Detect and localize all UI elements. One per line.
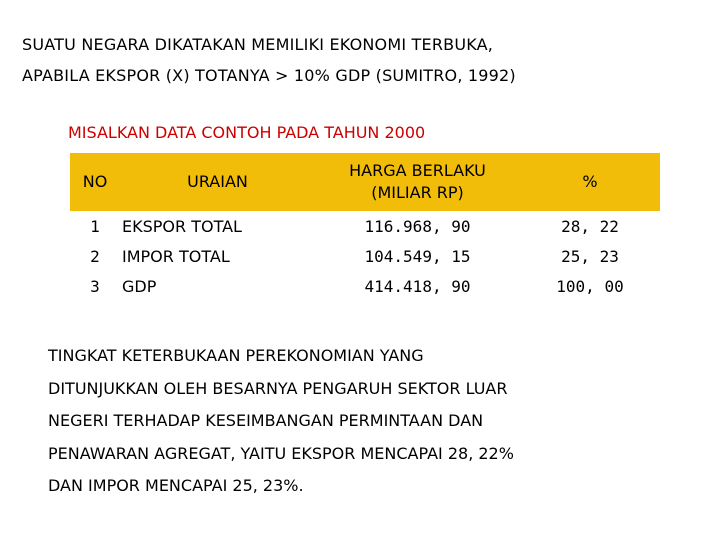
cell-uraian: IMPOR TOTAL [122,246,230,266]
paragraph-line: TINGKAT KETERBUKAAN PEREKONOMIAN YANG [48,346,424,365]
cell-no: 3 [90,276,100,296]
table-row [70,241,660,271]
paragraph-line: PENAWARAN AGREGAT, YAITU EKSPOR MENCAPAI 28, 22% [48,443,514,463]
heading-line-2: APABILA EKSPOR (X) TOTANYA > 10% GDP (SUMITRO, 1992) [22,66,516,85]
explanation-paragraph [48,340,688,503]
column-header-harga-line-2: (MILIAR RP) [371,183,464,202]
table-row [70,211,660,241]
example-data-title: MISALKAN DATA CONTOH PADA TAHUN 2000 [68,123,426,142]
column-header-no: NO [82,172,108,191]
heading-line-1: SUATU NEGARA DIKATAKAN MEMILIKI EKONOMI TERBUKA, [22,35,494,54]
column-header-harga-line-1: HARGA BERLAKU [349,161,486,180]
column-header-percent: % [582,172,598,191]
table-row [70,271,660,301]
column-header-harga [315,153,520,211]
cell-no: 1 [90,216,100,236]
column-header-uraian: URAIAN [187,172,248,191]
cell-percent: 100, 00 [556,276,624,296]
economic-data-table [70,153,660,301]
cell-uraian: EKSPOR TOTAL [122,216,242,236]
cell-percent: 25, 23 [561,246,619,266]
paragraph-line: DAN IMPOR MENCAPAI 25, 23%. [48,476,304,495]
table-header-row [70,153,660,211]
cell-harga: 414.418, 90 [364,276,471,296]
paragraph-line: DITUNJUKKAN OLEH BESARNYA PENGARUH SEKTOR LUAR [48,378,508,398]
cell-percent: 28, 22 [561,216,619,236]
cell-no: 2 [90,246,100,266]
cell-uraian: GDP [122,276,157,296]
cell-harga: 116.968, 90 [364,216,471,236]
paragraph-line: NEGERI TERHADAP KESEIMBANGAN PERMINTAAN DAN [48,411,484,430]
cell-harga: 104.549, 15 [364,246,471,266]
